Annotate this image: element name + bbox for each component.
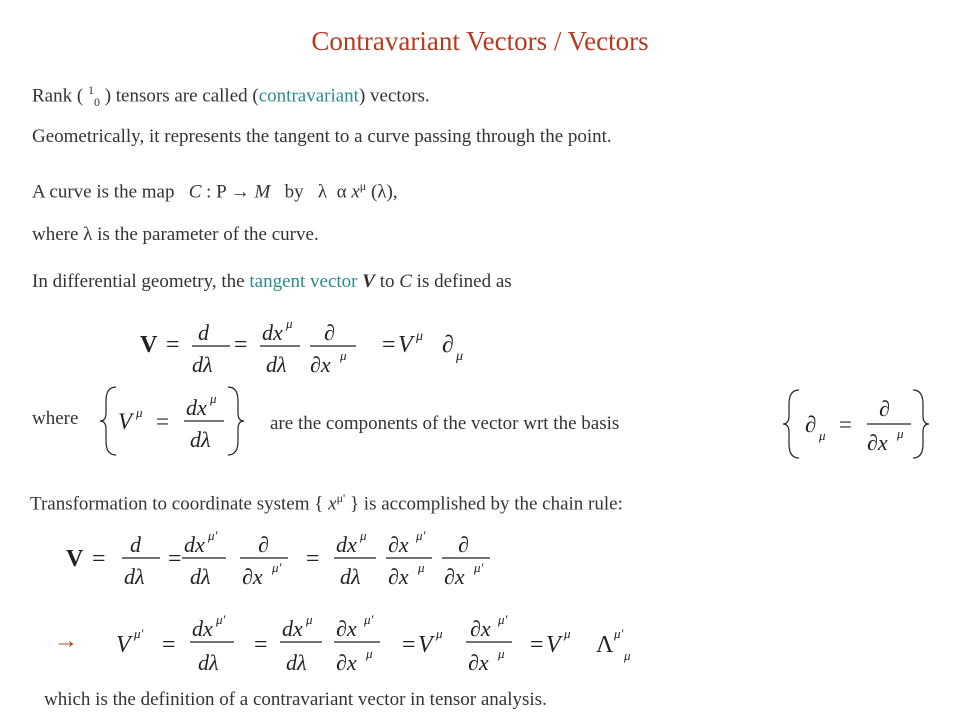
svg-text:dλ: dλ bbox=[286, 650, 307, 675]
svg-text:μ: μ bbox=[897, 426, 904, 441]
svg-text:=: = bbox=[234, 332, 248, 358]
rank-line bbox=[32, 78, 430, 114]
tangent-vector-highlight: tangent vector bbox=[249, 271, 358, 292]
svg-text:∂x: ∂x bbox=[470, 616, 491, 641]
lambda-symbol: λ bbox=[317, 181, 328, 203]
definition-line: which is the definition of a contravariant vector in tensor analysis. bbox=[44, 689, 547, 710]
svg-text:=: = bbox=[306, 546, 320, 572]
transform-text-pre: Transformation to coordinate system { bbox=[30, 493, 324, 515]
svg-text:dx: dx bbox=[336, 532, 357, 557]
alpha-symbol: α bbox=[336, 181, 347, 203]
contravariant-highlight: contravariant bbox=[258, 85, 359, 107]
rank-text-post: ) vectors. bbox=[358, 85, 430, 107]
transform-x: x bbox=[328, 493, 337, 515]
svg-text:dx: dx bbox=[186, 395, 207, 420]
svg-text:V: V bbox=[118, 409, 133, 434]
basis-set bbox=[783, 386, 933, 462]
svg-text:d: d bbox=[198, 320, 209, 345]
tangent-line bbox=[32, 270, 512, 294]
svg-text:∂: ∂ bbox=[442, 332, 454, 358]
svg-text:μ: μ bbox=[136, 405, 143, 420]
svg-text:μ: μ bbox=[360, 528, 367, 543]
transform-text-post: } is accomplished by the chain rule: bbox=[349, 493, 623, 515]
svg-text:μ': μ' bbox=[364, 612, 374, 627]
chain-rule-equation bbox=[60, 522, 500, 594]
svg-text:dλ: dλ bbox=[198, 650, 219, 675]
svg-text:μ: μ bbox=[498, 646, 505, 661]
svg-text:dλ: dλ bbox=[266, 352, 287, 377]
components-set bbox=[100, 383, 250, 459]
svg-text:∂: ∂ bbox=[258, 532, 269, 557]
svg-text:=: = bbox=[402, 632, 416, 658]
tangent-text-pre: In differential geometry, the bbox=[32, 271, 245, 292]
svg-text:=: = bbox=[162, 632, 176, 658]
svg-text:μ: μ bbox=[456, 349, 464, 364]
svg-text:d: d bbox=[130, 532, 141, 557]
vector-v-symbol: V bbox=[362, 271, 375, 292]
svg-text:∂x: ∂x bbox=[310, 352, 331, 377]
svg-text:Λ: Λ bbox=[596, 632, 614, 658]
svg-text:V: V bbox=[66, 546, 84, 572]
svg-text:V: V bbox=[546, 632, 561, 658]
rank-text-mid: ) tensors are called ( bbox=[104, 85, 259, 107]
result-arrow: → bbox=[54, 628, 78, 654]
svg-text:μ: μ bbox=[306, 612, 313, 627]
svg-text:∂x: ∂x bbox=[242, 564, 263, 589]
svg-text:μ: μ bbox=[340, 348, 347, 363]
x-symbol: x bbox=[351, 181, 360, 203]
svg-text:=: = bbox=[254, 632, 268, 658]
svg-text:μ: μ bbox=[366, 646, 373, 661]
svg-text:V: V bbox=[418, 632, 433, 658]
svg-text:μ': μ' bbox=[134, 626, 144, 641]
svg-text:∂x: ∂x bbox=[388, 532, 409, 557]
svg-text:μ: μ bbox=[416, 329, 424, 344]
tangent-equation bbox=[130, 310, 490, 380]
svg-text:dx: dx bbox=[262, 320, 283, 345]
svg-text:dλ: dλ bbox=[124, 564, 145, 589]
component-transform-equation bbox=[110, 606, 650, 680]
svg-text:dx: dx bbox=[192, 616, 213, 641]
svg-text:μ: μ bbox=[819, 428, 826, 443]
curve-line bbox=[32, 174, 398, 204]
svg-text:μ': μ' bbox=[614, 626, 624, 641]
components-text: are the components of the vector wrt the basis bbox=[270, 413, 620, 434]
svg-text:μ: μ bbox=[564, 626, 571, 641]
svg-text:dx: dx bbox=[282, 616, 303, 641]
svg-text:∂: ∂ bbox=[805, 412, 817, 437]
svg-text:=: = bbox=[530, 632, 544, 658]
svg-text:=: = bbox=[839, 412, 852, 437]
slide-title: Contravariant Vectors / Vectors bbox=[311, 26, 649, 56]
curve-symbol: C bbox=[188, 181, 202, 203]
svg-text:μ: μ bbox=[210, 391, 217, 406]
parameter-line: where λ is the parameter of the curve. bbox=[32, 224, 319, 245]
svg-text:=: = bbox=[92, 546, 106, 572]
svg-text:∂x: ∂x bbox=[336, 650, 357, 675]
curve-symbol-2: C bbox=[399, 271, 412, 292]
rank-sub: 0 bbox=[93, 95, 100, 110]
svg-text:=: = bbox=[156, 409, 169, 434]
curve-arg: (λ), bbox=[370, 181, 398, 203]
curve-text-pre: A curve is the map bbox=[32, 181, 175, 203]
svg-text:μ': μ' bbox=[272, 560, 282, 575]
svg-text:=: = bbox=[168, 546, 182, 572]
svg-text:V: V bbox=[398, 332, 413, 358]
svg-text:∂x: ∂x bbox=[336, 616, 357, 641]
transform-line bbox=[30, 486, 623, 516]
svg-text:V: V bbox=[140, 332, 158, 358]
svg-text:μ: μ bbox=[286, 316, 293, 331]
svg-text:dλ: dλ bbox=[192, 352, 213, 377]
curve-by: by bbox=[284, 181, 304, 203]
svg-text:dλ: dλ bbox=[190, 427, 211, 452]
svg-text:dx: dx bbox=[184, 532, 205, 557]
svg-text:∂: ∂ bbox=[879, 396, 890, 421]
svg-text:μ: μ bbox=[436, 626, 443, 641]
manifold-symbol: M bbox=[254, 181, 271, 203]
svg-text:=: = bbox=[382, 332, 396, 358]
svg-text:∂x: ∂x bbox=[867, 430, 888, 455]
svg-text:μ: μ bbox=[418, 560, 425, 575]
rank-sup: 1 bbox=[87, 83, 94, 97]
svg-text:μ': μ' bbox=[216, 612, 226, 627]
geometric-line: Geometrically, it represents the tangent to a curve passing through the point. bbox=[32, 126, 612, 147]
svg-text:∂x: ∂x bbox=[388, 564, 409, 589]
transform-sup: μ' bbox=[336, 491, 346, 505]
svg-text:∂: ∂ bbox=[324, 320, 335, 345]
svg-text:μ': μ' bbox=[498, 612, 508, 627]
svg-text:dλ: dλ bbox=[340, 564, 361, 589]
svg-text:∂: ∂ bbox=[458, 532, 469, 557]
tangent-text-mid: to bbox=[379, 271, 395, 292]
svg-text:μ: μ bbox=[624, 648, 631, 663]
svg-text:∂x: ∂x bbox=[468, 650, 489, 675]
svg-text:μ': μ' bbox=[416, 528, 426, 543]
rank-text-pre: Rank ( bbox=[32, 85, 84, 107]
tangent-text-post: is defined as bbox=[416, 271, 512, 292]
svg-text:V: V bbox=[116, 632, 131, 658]
svg-text:=: = bbox=[166, 332, 180, 358]
svg-text:μ': μ' bbox=[474, 560, 484, 575]
curve-map: : P → bbox=[206, 181, 255, 203]
mu-sup: μ bbox=[359, 179, 367, 193]
svg-text:dλ: dλ bbox=[190, 564, 211, 589]
where-label: where bbox=[32, 408, 79, 429]
svg-text:μ': μ' bbox=[208, 528, 218, 543]
svg-text:∂x: ∂x bbox=[444, 564, 465, 589]
